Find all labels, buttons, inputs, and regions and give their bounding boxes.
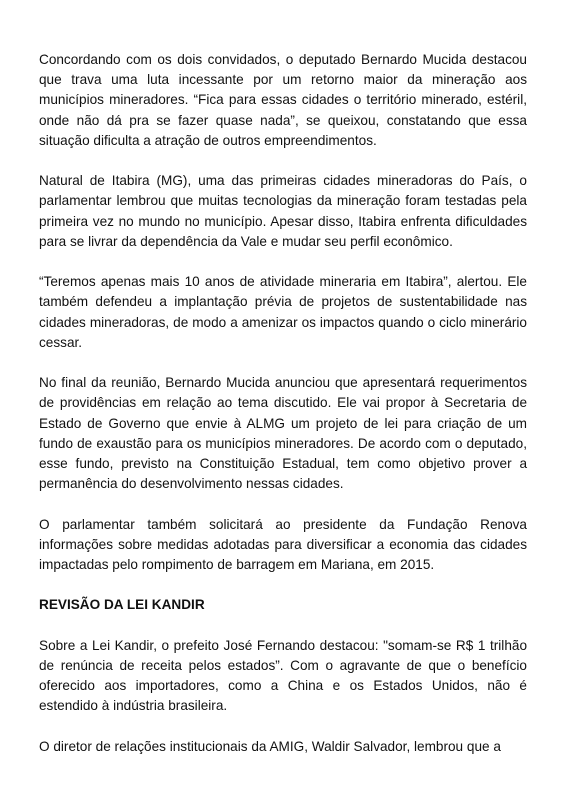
paragraph: Natural de Itabira (MG), uma das primeiras cidades mineradoras do País, o parlamentar lembrou que muitas tecnologias da mineração foram testadas pela primeira vez no mundo no município. Apesar disso, Itabira enfrenta dificuldades para se livrar da dependência da Vale e mudar seu perfil econômico. <box>39 173 527 249</box>
paragraph: O parlamentar também solicitará ao presidente da Fundação Renova informações sobre medidas adotadas para diversificar a economia das cidades impactadas pelo rompimento de barragem em Mariana, em 2015. <box>39 516 527 573</box>
paragraph: Sobre a Lei Kandir, o prefeito José Fernando destacou: "somam-se R$ 1 trilhão de renúncia de receita pelos estados”. Com o agravante de que o benefício oferecido aos importadores, como a China e os Estados Unidos, não é estendido à indústria brasileira. <box>39 637 527 714</box>
paragraph: “Teremos apenas mais 10 anos de atividade mineraria em Itabira”, alertou. Ele também defendeu a implantação prévia de projetos de sustentabilidade nas cidades mineradoras, de modo a amenizar os impactos quando o ciclo minerário cessar. <box>39 274 527 350</box>
section-heading: REVISÃO DA LEI KANDIR <box>39 597 205 613</box>
paragraph: Concordando com os dois convidados, o deputado Bernardo Mucida destacou que trava uma luta incessante por um retorno maior da mineração aos municípios mineradores. “Fica para essas cidades o território minerado, estéril, onde não dá pra se fazer quase nada”, se queixou, constatando que essa situação dificulta a atração de outros empreendimentos. <box>39 52 527 148</box>
paragraph: No final da reunião, Bernardo Mucida anunciou que apresentará requerimentos de providências em relação ao tema discutido. Ele vai propor à Secretaria de Estado de Governo que envie à ALMG um projeto de lei para criação de um fundo de exaustão para os municípios mineradores. De acordo com o deputado, esse fundo, previsto na Constituição Estadual, tem como objetivo prover a permanência do desenvolvimento nessas cidades. <box>39 375 527 492</box>
paragraph-truncated: O diretor de relações institucionais da AMIG, Waldir Salvador, lembrou que a <box>39 738 501 754</box>
document-page <box>39 50 527 757</box>
